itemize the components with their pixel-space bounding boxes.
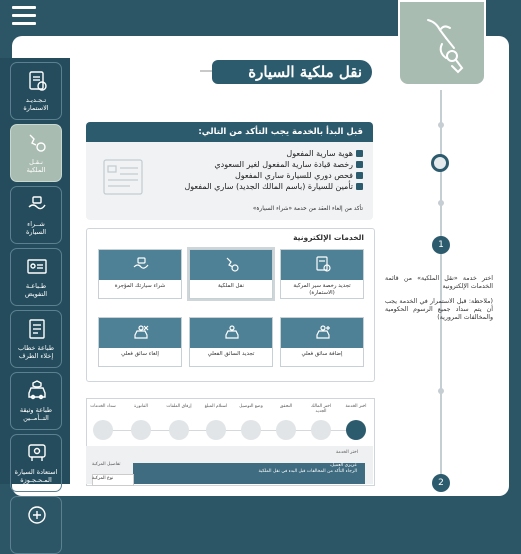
wizard-step-indicator[interactable] <box>276 420 296 440</box>
wizard-notice-dialog <box>133 463 365 484</box>
service-tile-renew-driver[interactable] <box>189 317 273 367</box>
transfer-hand-icon <box>223 255 241 273</box>
wizard-step-indicator[interactable] <box>311 420 331 440</box>
sidebar-item-label: طباعة خطاب إخلاء الطرف <box>18 344 54 360</box>
tile-label: نقل الملكية <box>217 283 245 289</box>
service-tile-transfer-ownership[interactable] <box>189 249 273 299</box>
wizard-step-indicator[interactable] <box>206 420 226 440</box>
hero-service-icon-card <box>398 0 486 86</box>
sidebar-item-buy-car[interactable] <box>10 186 62 244</box>
requirement-item: هوية سارية المفعول <box>143 148 363 159</box>
service-tile-buy-leased-car[interactable] <box>98 249 182 299</box>
registration-card-icon <box>314 255 332 273</box>
renew-driver-icon <box>223 323 241 341</box>
wizard-step-indicator[interactable] <box>131 420 151 440</box>
wizard-step-indicator[interactable] <box>169 420 189 440</box>
renew-registration-icon <box>25 69 49 93</box>
checkbox-checked-icon <box>356 183 363 190</box>
wizard-step-indicator-active[interactable] <box>346 420 366 440</box>
checkbox-checked-icon <box>356 161 363 168</box>
wizard-step-label: الفاتورة <box>134 404 148 409</box>
requirements-note: تأكد من إلغاء العقد من خدمة «شراء السيارة» <box>252 206 363 212</box>
wizard-step-indicator[interactable] <box>93 420 113 440</box>
eservices-title: الخدمات الإلكترونية <box>293 233 364 242</box>
right-edge <box>509 36 521 484</box>
timeline-step-number: 1 <box>432 236 450 254</box>
wizard-step-indicator[interactable] <box>241 420 261 440</box>
timeline-dot <box>438 388 444 394</box>
sidebar-item-label: تـجـديـد الاستمارة <box>23 96 49 112</box>
more-services-icon <box>25 503 49 527</box>
tile-label: تجديد السائق الفعلي <box>207 351 255 357</box>
wizard-step-label: سداد الخدمات <box>90 404 116 409</box>
sidebar-item-transfer-ownership[interactable] <box>10 124 62 182</box>
sidebar <box>0 58 78 484</box>
timeline-dot <box>438 122 444 128</box>
tile-label: إلغاء سائق فعلي <box>121 351 159 357</box>
timeline-bell-marker <box>431 154 449 172</box>
service-tile-renew-registration[interactable] <box>280 249 364 299</box>
step-description <box>385 275 493 329</box>
sidebar-item-insurance-document[interactable] <box>10 372 62 430</box>
wizard-step-label: اختر المالك الجديد <box>310 404 332 414</box>
tile-label: تجديد رخصة سير المركبة (الاستمارة) <box>293 283 351 296</box>
wizard-step-label: وضع التوصيل <box>239 404 263 409</box>
print-authorization-icon <box>25 255 49 279</box>
service-tile-remove-driver[interactable] <box>98 317 182 367</box>
sidebar-item-more[interactable] <box>10 496 62 554</box>
sidebar-item-print-authorization[interactable] <box>10 248 62 306</box>
wizard-field-label: نوع المركبة <box>92 476 114 481</box>
buy-car-icon <box>25 193 49 217</box>
transfer-ownership-icon <box>25 131 49 155</box>
requirement-item: تأمين للسيارة (باسم المالك الجديد) ساري المفعول <box>143 181 363 192</box>
clearance-letter-icon <box>25 317 49 341</box>
wizard-step-label: التحقق <box>279 404 293 409</box>
add-driver-icon <box>314 323 332 341</box>
requirements-heading: قبل البدأ بالخدمة يجب التأكد من التالي: <box>86 122 373 142</box>
sidebar-item-label: طـباعـة التفويض <box>24 282 48 298</box>
step-paragraph: (ملاحظة: قبل الاستمرار في الخدمة يجب أن يتم سداد جميع الرسوم الحكومية والمخالفات المرورية) <box>385 298 493 321</box>
step-paragraph: اختر خدمة «نقل الملكية» من قائمة الخدمات الإلكترونية <box>385 275 493 290</box>
timeline-dot <box>438 200 444 206</box>
menu-icon[interactable] <box>12 6 36 24</box>
requirements-card <box>86 122 373 220</box>
wizard-step-label: إرفاق الملفات <box>166 404 192 409</box>
remove-driver-icon <box>132 323 150 341</box>
car-purchase-hand-icon <box>132 255 150 273</box>
wizard-section-label: اختر الخدمة <box>336 450 359 455</box>
timeline-step-number: 2 <box>432 474 450 492</box>
wizard-field-label: تفاصيل المركبة <box>92 462 121 467</box>
sidebar-item-label: طباعة وثيقة التــأمــين <box>19 406 53 422</box>
checkbox-checked-icon <box>356 172 363 179</box>
sidebar-item-renew-registration[interactable] <box>10 62 62 120</box>
page-title: نقل ملكية السيارة <box>212 60 372 84</box>
service-tile-add-driver[interactable] <box>280 317 364 367</box>
recover-impounded-icon <box>25 441 49 465</box>
insurance-document-icon <box>25 379 49 403</box>
sidebar-item-recover-impounded[interactable] <box>10 434 62 492</box>
requirements-list <box>143 148 363 192</box>
wizard-step-label: اختر الخدمة <box>345 404 367 409</box>
sidebar-item-clearance-letter[interactable] <box>10 310 62 368</box>
requirement-item: رخصة قيادة سارية المفعول لغير السعودي <box>143 159 363 170</box>
tile-label: إضافة سائق فعلي <box>301 351 343 357</box>
tile-label: شراء سيارتك المؤجرة <box>114 283 166 289</box>
transfer-hand-icon <box>400 2 484 84</box>
checkbox-checked-icon <box>356 150 363 157</box>
wizard-step-label: استلام المبلغ <box>204 404 228 409</box>
sidebar-item-label: استعادة السيارة المـحـجـوزة <box>14 468 58 484</box>
requirement-item: فحص دوري للسيارة ساري المفعول <box>143 170 363 181</box>
dialog-line: عزيزي العميل، <box>329 463 357 468</box>
sidebar-item-label: نـقـل الملكية <box>26 158 46 174</box>
dialog-line: الرجاء التأكد من المخالفات قبل البدء في نقل الملكية <box>258 468 357 474</box>
sidebar-item-label: شــراء السيارة <box>25 220 47 236</box>
eservices-panel <box>86 228 375 382</box>
